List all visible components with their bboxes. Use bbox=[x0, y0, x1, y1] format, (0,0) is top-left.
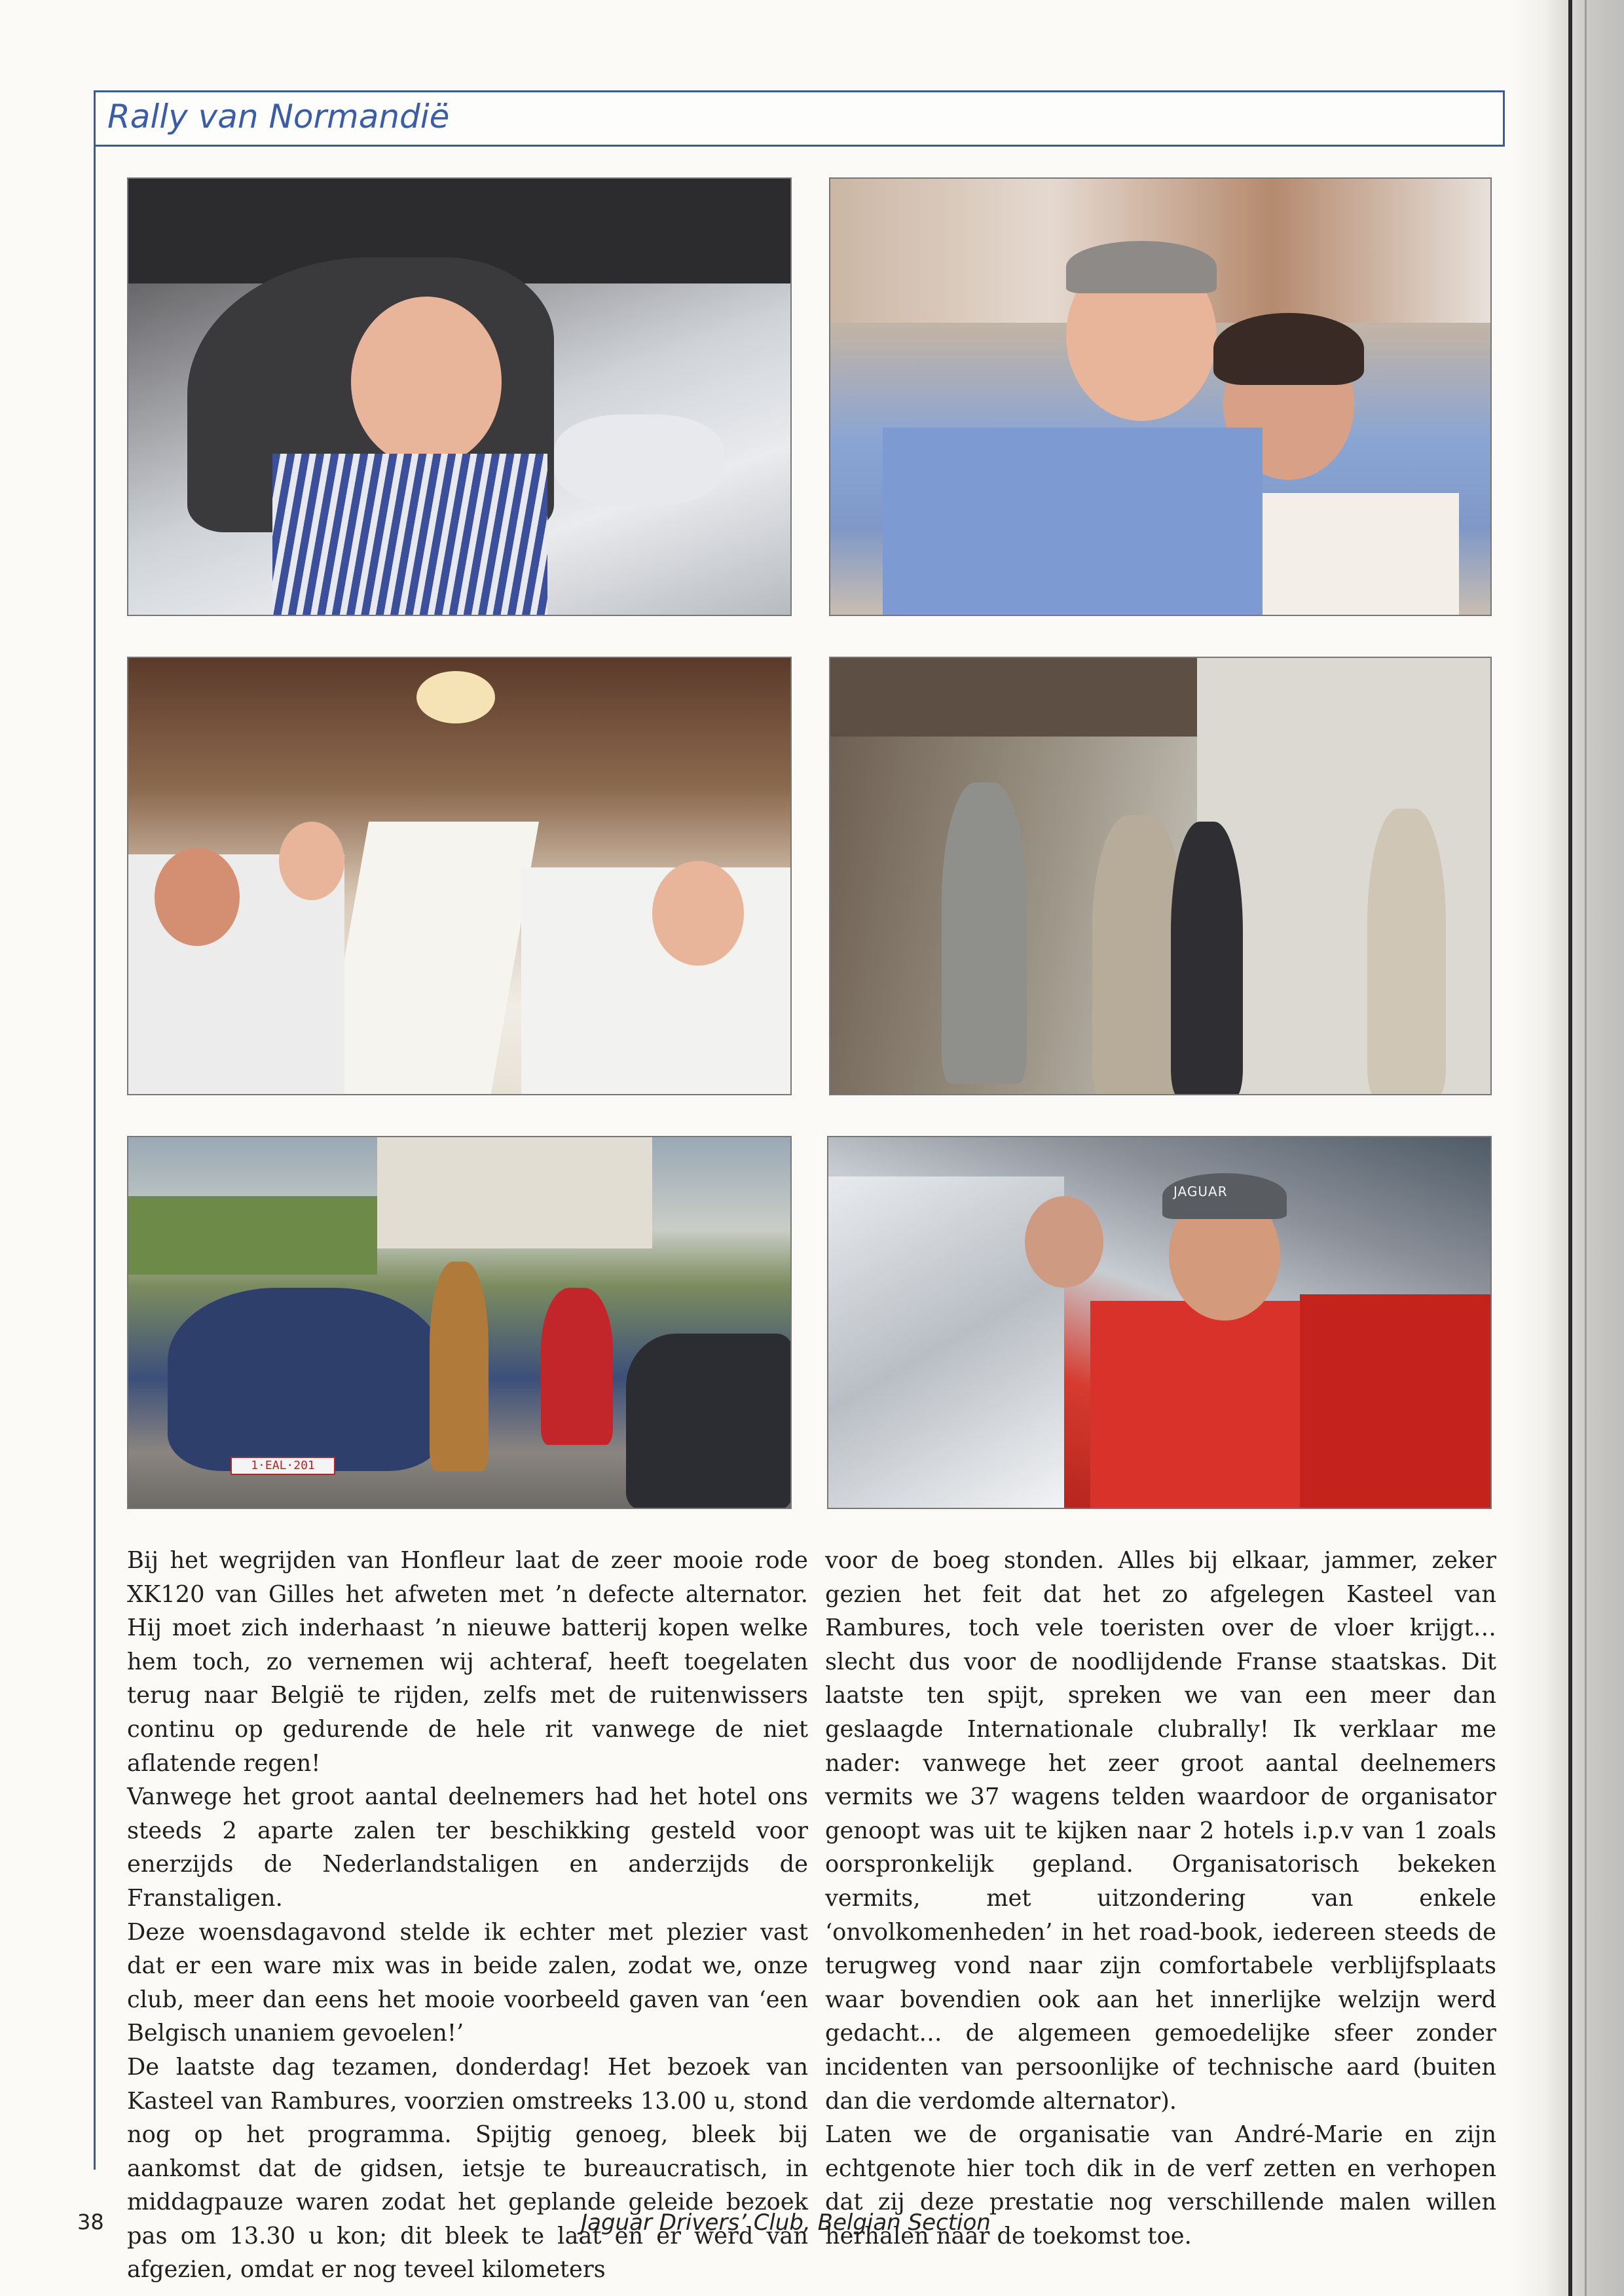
page-number: 38 bbox=[77, 2210, 104, 2234]
photo-dinner bbox=[127, 657, 792, 1095]
license-plate: 1·EAL·201 bbox=[231, 1457, 335, 1475]
guide-person bbox=[1367, 809, 1446, 1095]
standing-man bbox=[430, 1262, 489, 1471]
woman-passenger-face bbox=[1025, 1196, 1103, 1288]
chandelier bbox=[416, 671, 495, 723]
side-mirror bbox=[554, 414, 724, 506]
paragraph: De laatste dag tezamen, donderdag! Het bezoek van Kasteel van Rambures, voorzien omstreeks 13.00 u, stond nog op het programma. Spijtig genoeg, bleek bij aankomst dat de gidsen, ietsje te bureaucratisch, in middagpauze waren zodat het geplande geleide bezoek pas om 13.30 u kon; dit bleek te laat en er werd van afgezien, omdat er nog teveel kilometers bbox=[127, 2053, 808, 2284]
blue-jaguar bbox=[168, 1288, 443, 1471]
photo-parking bbox=[127, 1136, 792, 1509]
paragraph: Bij het wegrijden van Honfleur laat de zeer mooie rode XK120 van Gilles het afweten met ’n defecte alternator. Hij moet zich inderhaast ’n nieuwe batterij kopen welke hem toch, zo vernemen wij achteraf, heeft toegelaten terug naar België te rijden, zelfs met de ruitenwissers continu op gedurende de hele rit vanwege de niet aflatende regen! bbox=[127, 1547, 808, 1777]
photo-red-convertible bbox=[827, 1136, 1492, 1509]
dark-car bbox=[626, 1334, 792, 1509]
binding-edge-2 bbox=[1585, 0, 1587, 2296]
group-person-3 bbox=[1171, 822, 1243, 1095]
article-column-left bbox=[127, 1544, 808, 2287]
guest-face-2 bbox=[279, 822, 344, 900]
dining-table bbox=[320, 822, 539, 1095]
driver-shirt bbox=[272, 454, 547, 616]
photo-car-driver bbox=[127, 177, 792, 616]
article-column-right bbox=[825, 1544, 1496, 2253]
woman-top bbox=[1263, 493, 1459, 616]
red-jacket-person bbox=[541, 1288, 613, 1445]
garden bbox=[128, 1196, 377, 1275]
binding-edge bbox=[1568, 0, 1572, 2296]
section-header bbox=[94, 90, 1505, 147]
group-person-2 bbox=[1092, 815, 1184, 1095]
paragraph: voor de boeg stonden. Alles bij elkaar, jammer, zeker gezien het feit dat het zo afgelegen Kasteel van Rambures, toch vele toeristen over de vloer krijgt… slecht dus voor de noodlijdende Franse staatskas. Dit laatste ten spijt, spreken we van een meer dan geslaagde Internationale clubrally! Ik verklaar me nader: vanwege het zeer groot aantal deelnemers vermits we 37 wagens telden waardoor de organisator genoopt was uit te kijken naar 2 hotels i.p.v van 1 zoals oorspronkelijk gepland. Organisatorisch bekeken vermits, met uitzondering van enkele ‘onvolkomenheden’ in het road-book, iedereen steeds de terugweg vond naar zijn comfortabele verblijfsplaats waar bovendien ook aan het innerlijke welzijn werd gedacht… de algemeen gemoedelijke sfeer zonder incidenten van persoonlijke of technische aard (buiten dan die verdomde alternator). bbox=[825, 1547, 1496, 2115]
guest-face-3 bbox=[652, 861, 744, 966]
paragraph: Vanwege het groot aantal deelnemers had het hotel ons steeds 2 aparte zalen ter beschikking gesteld voor enerzijds de Nederlandstaligen en anderzijds de Franstaligen. bbox=[127, 1783, 808, 1912]
publication-name bbox=[0, 2210, 1624, 2236]
section-title: Rally van Normandië bbox=[107, 98, 450, 136]
cap-logo-text: JAGUAR bbox=[1173, 1184, 1228, 1199]
man-shirt bbox=[883, 428, 1263, 616]
photo-couple-selfie bbox=[829, 177, 1492, 616]
left-margin-rule bbox=[94, 147, 96, 2170]
car-body-red bbox=[1300, 1294, 1492, 1509]
paragraph: Deze woensdagavond stelde ik echter met plezier vast dat er een ware mix was in beide zalen, zodat we, onze club, meer dan eens het mooie voorbeeld gaven van ‘een Belgisch unaniem gevoelen!’ bbox=[127, 1918, 808, 2047]
driver-face bbox=[351, 297, 502, 467]
chateau-facade bbox=[377, 1137, 652, 1248]
man-hair bbox=[1066, 241, 1217, 293]
paragraph: Laten we de organisatie van André-Marie en zijn echtgenote hier toch dik in de verf zetten en verhopen dat zij deze prestatie nog verschillende malen willen herhalen naar de toekomst toe. bbox=[825, 2121, 1496, 2250]
photo-courtyard-group bbox=[829, 657, 1492, 1095]
archway-beams bbox=[830, 658, 1197, 737]
group-person-1 bbox=[942, 782, 1027, 1084]
guest-face-1 bbox=[155, 848, 240, 946]
publication-name-text: Jaguar Drivers’ Club, Belgian Section bbox=[581, 2210, 991, 2236]
woman-hair bbox=[1213, 313, 1364, 385]
